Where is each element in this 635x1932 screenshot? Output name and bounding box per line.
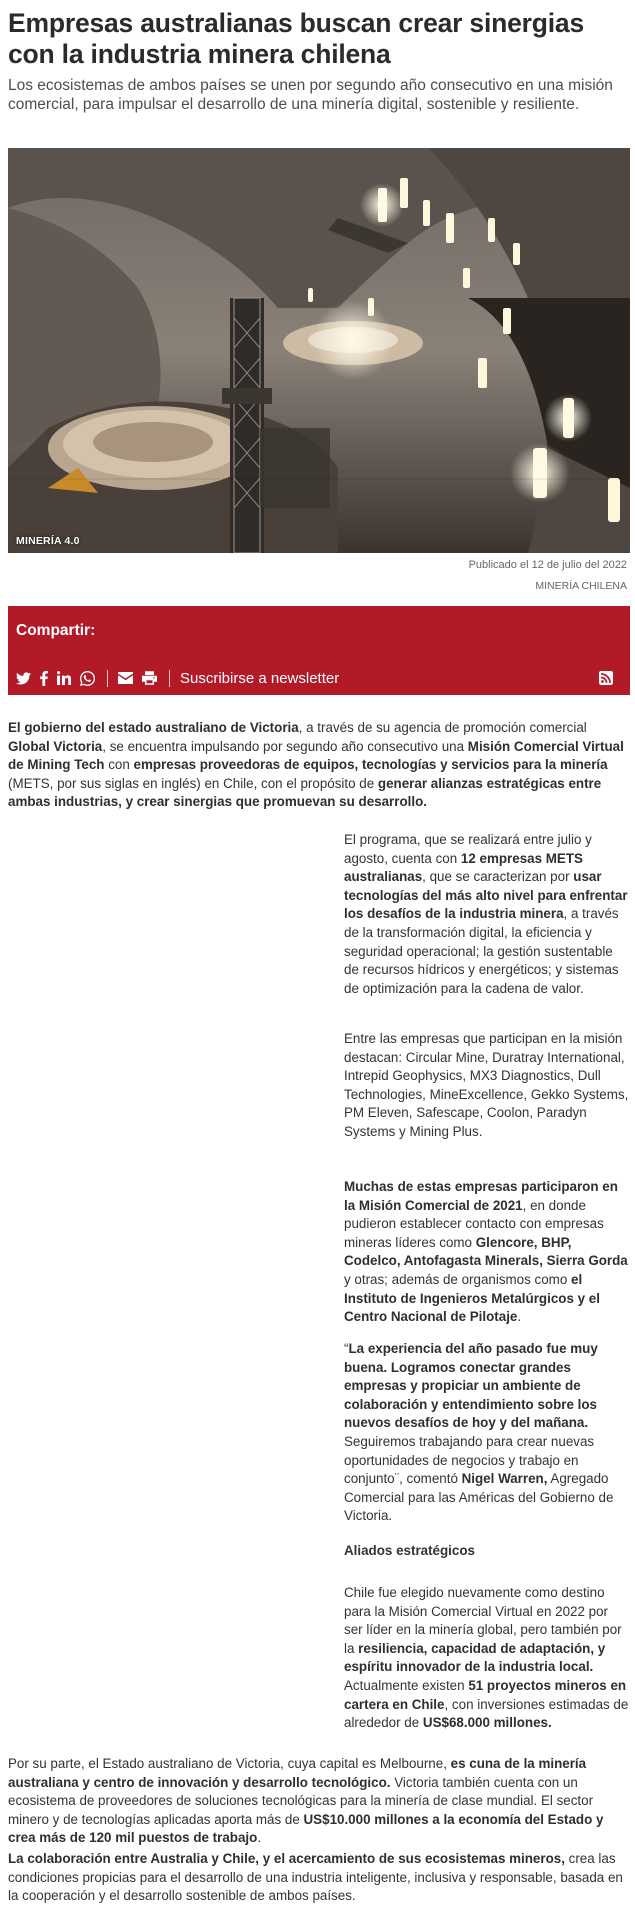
twitter-icon[interactable]: [16, 670, 31, 686]
emphasis-text: Global Victoria: [8, 738, 103, 754]
body-text: Chile fue elegido nuevamente como destino para la Misión Comercial Virtual en 2022 por ser líder en la minería global, pero también por la: [344, 1585, 622, 1656]
article-paragraph: [8, 719, 630, 812]
emphasis-text: US$10.000 millones a la economía del Estado y crea más de 120 mil puestos de trabajo: [8, 1811, 604, 1846]
emphasis-text: generar alianzas estratégicas entre ambas industrias, y crear sinergias que promuevan su desarrollo.: [8, 775, 602, 810]
article-subtitle: Los ecosistemas de ambos países se unen por segundo año consecutivo en una misión comercial, para impulsar el desarrollo de una minería digital, sostenible y resiliente.: [8, 77, 613, 113]
article-paragraph: [344, 831, 630, 998]
body-text: , en donde pudieron establecer contacto con empresas mineras líderes como: [344, 1197, 604, 1250]
share-label: Compartir:: [16, 622, 96, 639]
body-text: “: [344, 1341, 349, 1356]
body-text: (METS, por sus siglas en inglés) en Chile, con el propósito de: [8, 775, 378, 791]
body-text: Por su parte, el Estado australiano de Victoria, cuya capital es Melbourne,: [8, 1756, 451, 1771]
body-text: Seguiremos trabajando para crear nuevas oportunidades de negocios y trabajo en conjunto¨, comentó: [344, 1433, 595, 1487]
rss-icon[interactable]: [599, 670, 613, 686]
body-text: y otras; además de organismos como: [344, 1271, 572, 1287]
print-icon[interactable]: [142, 670, 157, 686]
share-divider: [107, 670, 108, 687]
share-actions: [16, 668, 622, 688]
newsletter-link[interactable]: Suscribirse a newsletter: [180, 669, 340, 687]
emphasis-text: Muchas de estas empresas participaron en la Misión Comercial de 2021: [344, 1179, 618, 1213]
emphasis-text: La colaboración entre Australia y Chile, y el acercamiento de sus ecosistemas mineros,: [8, 1851, 565, 1866]
body-text: .: [257, 1830, 262, 1846]
article-paragraph: [344, 1030, 630, 1142]
emphasis-text: Misión Comercial Virtual de Mining Tech: [8, 738, 624, 773]
emphasis-text: empresas proveedoras de equipos, tecnologías y servicios para la minería: [133, 757, 608, 773]
article-paragraph: [344, 1584, 630, 1733]
article-quote-paragraph: [344, 1340, 630, 1526]
emphasis-text: US$68.000 millones.: [422, 1715, 552, 1731]
article-paragraph: [8, 1755, 630, 1848]
facebook-icon[interactable]: [40, 670, 48, 686]
body-text: .: [517, 1309, 522, 1325]
body-text: con: [104, 757, 134, 773]
emphasis-text: La experiencia del año pasado fue muy buena. Logramos conectar grandes empresas y propiciar un ambiente de colaboración y entendimiento sobre los nuevos desafíos de hoy y del mañana.: [344, 1341, 598, 1431]
body-text: , se encuentra impulsando por segundo año consecutivo una: [102, 738, 468, 754]
whatsapp-icon[interactable]: [80, 670, 95, 686]
article-paragraph: [8, 1850, 630, 1906]
emphasis-text: usar tecnologías del más alto nivel para enfrentar los desafíos de la industria minera: [344, 869, 628, 922]
body-text: Actualmente existen: [344, 1677, 469, 1693]
emphasis-text: 12 empresas METS australianas: [344, 850, 583, 885]
body-text: , a través de su agencia de promoción comercial: [298, 720, 587, 735]
hero-image: [8, 148, 630, 553]
emphasis-text: resiliencia, capacidad de adaptación, y espíritu innovador de la industria local.: [344, 1640, 606, 1675]
publish-date: Publicado el 12 de julio del 2022: [468, 559, 627, 571]
body-text: El programa, que se realizará entre julio y agosto, cuenta con: [344, 832, 592, 866]
body-text: Victoria también cuenta con un ecosistema de proveedores de soluciones tecnológicas para la minería de clase mundial. El sector minero y de tecnologías aplicadas aporta más de: [8, 1774, 594, 1827]
emphasis-text: El gobierno del estado australiano de Victoria: [8, 720, 299, 735]
email-icon[interactable]: [118, 670, 133, 686]
linkedin-icon[interactable]: [57, 670, 71, 686]
emphasis-text: el Instituto de Ingenieros Metalúrgicos y el Centro Nacional de Pilotaje: [344, 1271, 600, 1325]
body-text: crea las condiciones propicias para el desarrollo de una industria inteligente, inclusiva y responsable, basada en la cooperación y el desarrollo sostenible de ambos países.: [8, 1851, 623, 1904]
subheading-strategic-allies: Aliados estratégicos: [344, 1543, 475, 1558]
body-text: , a través de la transformación digital, la eficiencia y seguridad operacional; la gestión sustentable de recursos hídricos y energéticos; y sistemas de optimización para la cadena de valor.: [344, 906, 619, 996]
body-text: Agregado Comercial para las Américas del Gobierno de Victoria.: [344, 1471, 614, 1524]
share-divider: [169, 670, 170, 687]
article-paragraph: [344, 1178, 630, 1327]
body-text: Entre las empresas que participan en la misión destacan: Circular Mine, Duratray International, Intrepid Geophysics, MX3 Diagnostics, Dull Technologies, MineExcellence, Gekko Systems, PM Eleven, Safescape, Coolon, Paradyn Systems y Mining Plus.: [344, 1031, 629, 1139]
emphasis-text: 51 proyectos mineros en cartera en Chile: [344, 1677, 627, 1712]
emphasis-text: es cuna de la minería australiana y centro de innovación y desarrollo tecnológico.: [8, 1756, 587, 1790]
emphasis-text: Glencore, BHP, Codelco, Antofagasta Minerals, Sierra Gorda: [344, 1234, 628, 1269]
emphasis-text: Nigel Warren,: [461, 1471, 548, 1487]
share-bar: [8, 606, 630, 695]
article-title: Empresas australianas buscan crear sinergias con la industria minera chilena: [8, 8, 584, 69]
image-category-tag[interactable]: MINERÍA 4.0: [16, 535, 80, 547]
section-label[interactable]: MINERÍA CHILENA: [535, 580, 627, 592]
body-text: , que se caracterizan por: [422, 869, 574, 885]
body-text: , con inversiones estimadas de alrededor de: [344, 1696, 629, 1731]
